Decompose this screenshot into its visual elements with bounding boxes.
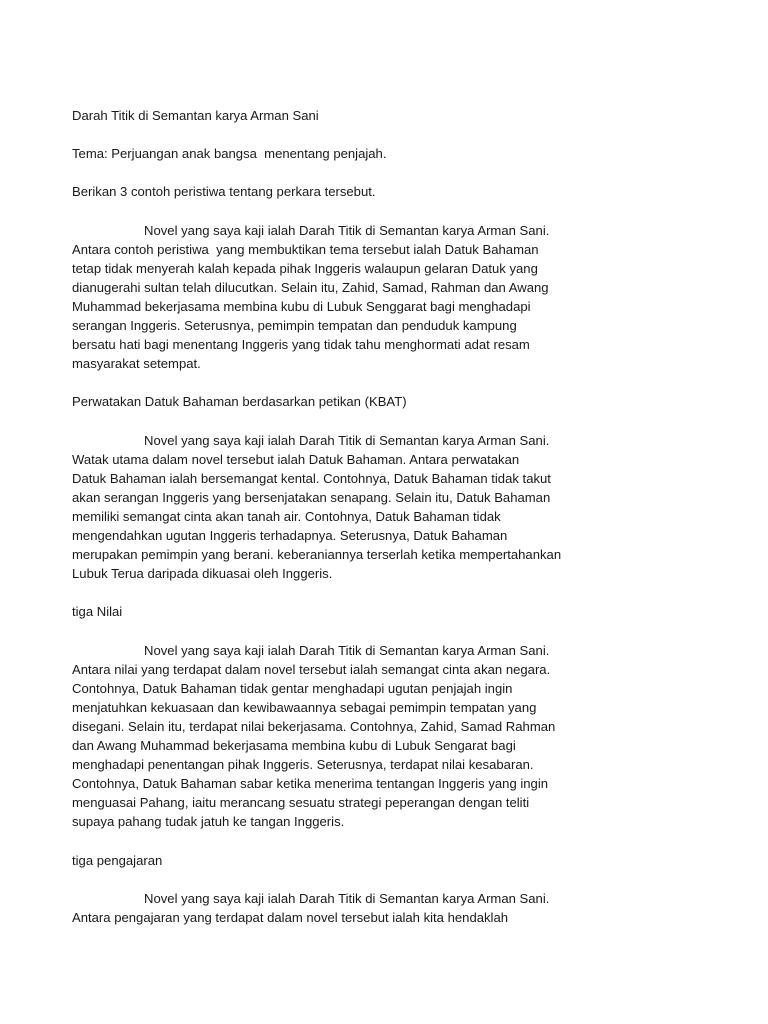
paragraph-line: merupakan pemimpin yang berani. keberaniannya terserlah ketika mempertahankan [72, 547, 562, 563]
paragraph-line: menjatuhkan kekuasaan dan kewibawaannya sebagai pemimpin tempatan yang [72, 699, 537, 715]
paragraph-line: masyarakat setempat. [72, 356, 201, 372]
paragraph-line: Contohnya, Datuk Bahaman tidak gentar menghadapi ugutan penjajah ingin [72, 680, 513, 696]
spacer [72, 201, 617, 220]
paragraph-line: memiliki semangat cinta akan tanah air. Contohnya, Datuk Bahaman tidak [72, 508, 501, 524]
paragraph-line: Novel yang saya kaji ialah Darah Titik di Semantan karya Arman Sani. [144, 890, 550, 906]
spacer [72, 163, 617, 182]
spacer [72, 125, 617, 144]
paragraph-line: menguasai Pahang, iaitu merancang sesuatu strategi peperangan dengan teliti [72, 795, 530, 811]
question-nilai: tiga Nilai [72, 604, 123, 620]
spacer [72, 870, 617, 889]
spacer [72, 622, 617, 641]
paragraph-line: Antara pengajaran yang terdapat dalam novel tersebut ialah kita hendaklah [72, 909, 509, 925]
spacer [72, 412, 617, 431]
tema-line: Tema: Perjuangan anak bangsa menentang penjajah. [72, 146, 387, 162]
paragraph-line: Novel yang saya kaji ialah Darah Titik di Semantan karya Arman Sani. [144, 222, 550, 238]
paragraph-line: Novel yang saya kaji ialah Darah Titik di Semantan karya Arman Sani. [144, 432, 550, 448]
paragraph-line: Contohnya, Datuk Bahaman sabar ketika menerima tentangan Inggeris yang ingin [72, 776, 549, 792]
paragraph-line: Datuk Bahaman ialah bersemangat kental. Contohnya, Datuk Bahaman tidak takut [72, 470, 551, 486]
document-body [72, 106, 617, 927]
paragraph-line: serangan Inggeris. Seterusnya, pemimpin tempatan dan penduduk kampung [72, 318, 517, 334]
paragraph-line: Watak utama dalam novel tersebut ialah Datuk Bahaman. Antara perwatakan [72, 451, 520, 467]
question-peristiwa: Berikan 3 contoh peristiwa tentang perkara tersebut. [72, 184, 376, 200]
paragraph-line: disegani. Selain itu, terdapat nilai bekerjasama. Contohnya, Zahid, Samad Rahman [72, 719, 556, 734]
spacer [72, 832, 617, 851]
paragraph-line: Lubuk Terua daripada dikuasai oleh Inggeris. [72, 566, 333, 582]
spacer [72, 373, 617, 392]
paragraph-pengajaran [72, 889, 617, 927]
question-pengajaran: tiga pengajaran [72, 852, 163, 868]
paragraph-nilai [72, 641, 617, 832]
document-heading: Darah Titik di Semantan karya Arman Sani [72, 108, 319, 123]
paragraph-line: Novel yang saya kaji ialah Darah Titik di Semantan karya Arman Sani. [144, 642, 550, 658]
paragraph-line: supaya pahang tudak jatuh ke tangan Inggeris. [72, 814, 345, 830]
paragraph-line: tetap tidak menyerah kalah kepada pihak Inggeris walaupun gelaran Datuk yang [72, 260, 538, 276]
paragraph-line: Antara contoh peristiwa yang membuktikan tema tersebut ialah Datuk Bahaman [72, 241, 539, 257]
paragraph-line: Antara nilai yang terdapat dalam novel tersebut ialah semangat cinta akan negara. [72, 661, 551, 677]
paragraph-line: dianugerahi sultan telah dilucutkan. Selain itu, Zahid, Samad, Rahman dan Awang [72, 279, 549, 295]
paragraph-line: akan serangan Inggeris yang bersenjatakan senapang. Selain itu, Datuk Bahaman [72, 489, 551, 505]
paragraph-line: menghadapi penentangan pihak Inggeris. Seterusnya, terdapat nilai kesabaran. [72, 757, 534, 773]
paragraph-line: bersatu hati bagi menentang Inggeris yang tidak tahu menghormati adat resam [72, 337, 530, 353]
paragraph-line: mengendahkan ugutan Inggeris terhadapnya. Seterusnya, Datuk Bahaman [72, 528, 508, 544]
paragraph-perwatakan [72, 431, 617, 584]
paragraph-line: Muhammad bekerjasama membina kubu di Lubuk Senggarat bagi menghadapi [72, 298, 531, 314]
question-perwatakan: Perwatakan Datuk Bahaman berdasarkan petikan (KBAT) [72, 394, 407, 410]
paragraph-peristiwa [72, 221, 617, 374]
paragraph-line: dan Awang Muhammad bekerjasama membina kubu di Lubuk Sengarat bagi [72, 738, 516, 754]
spacer [72, 583, 617, 602]
